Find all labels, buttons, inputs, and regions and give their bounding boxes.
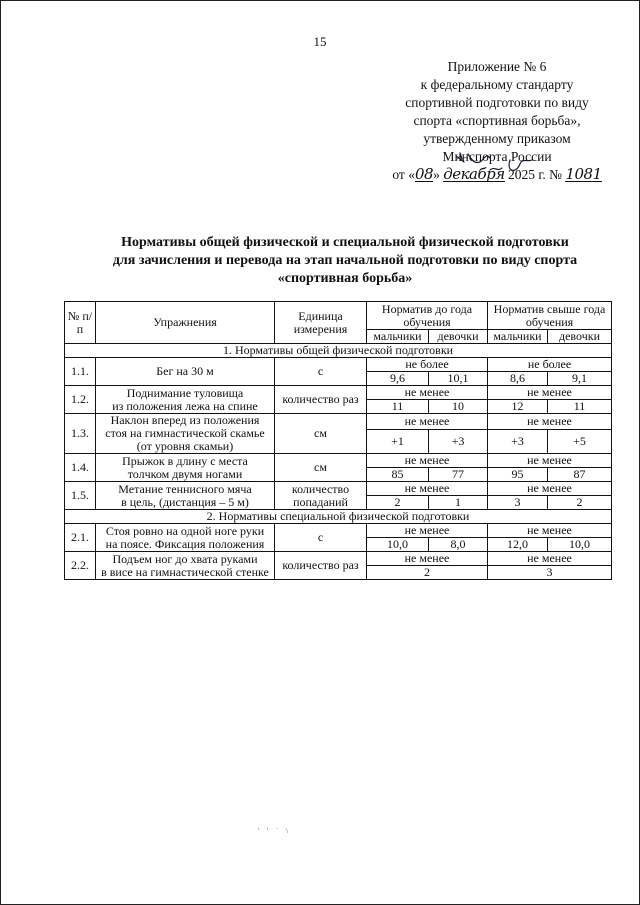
exercise-name <box>96 414 275 454</box>
date-day: 08 <box>414 165 434 183</box>
section-title: 1. Нормативы общей физической подготовки <box>65 344 612 358</box>
cell-line: Метание теннисного мяча <box>118 481 252 496</box>
signature-scribble <box>450 150 540 184</box>
unit <box>275 524 367 552</box>
condition-over-year: не менее <box>488 386 612 400</box>
header-boys: мальчики <box>367 330 429 344</box>
row-number: 1.1. <box>65 358 96 386</box>
cell-line: толчком двумя ногами <box>127 466 243 481</box>
condition-over-year: не менее <box>488 482 612 496</box>
unit <box>275 482 367 510</box>
condition-under-year: не менее <box>367 386 488 400</box>
table-row <box>65 454 612 468</box>
table-body <box>65 344 612 580</box>
value-boys-over-year: 3 <box>488 496 548 510</box>
cell-line: в цель, (дистанция – 5 м) <box>121 494 249 509</box>
condition-under-year: не менее <box>367 524 488 538</box>
value-girls-under-year: 10 <box>429 400 488 414</box>
exercise-name <box>96 358 275 386</box>
value-boys-over-year: +3 <box>488 429 548 453</box>
value-boys-over-year: 12,0 <box>488 538 548 552</box>
norms-table <box>64 301 612 580</box>
table-row <box>65 552 612 566</box>
value-girls-under-year: 8,0 <box>429 538 488 552</box>
section-row <box>65 344 612 358</box>
header-girls: девочки <box>548 330 612 344</box>
cell-line: количество <box>291 481 350 496</box>
value-girls-under-year: 1 <box>429 496 488 510</box>
value-girls-over-year: 10,0 <box>548 538 612 552</box>
condition-under-year: не менее <box>367 552 488 566</box>
date-month: декабря <box>443 165 505 183</box>
exercise-name <box>96 524 275 552</box>
condition-over-year: не более <box>488 358 612 372</box>
cell-line: в висе на гимнастической стенке <box>101 564 269 579</box>
header-boys: мальчики <box>488 330 548 344</box>
row-number: 2.1. <box>65 524 96 552</box>
condition-under-year: не более <box>367 358 488 372</box>
condition-under-year: не менее <box>367 454 488 468</box>
condition-under-year: не менее <box>367 482 488 496</box>
value-boys-under-year: +1 <box>367 429 429 453</box>
cell-line: количество раз <box>282 392 359 406</box>
value-girls-under-year: 77 <box>429 468 488 482</box>
exercise-name <box>96 482 275 510</box>
value-boys-under-year: 9,6 <box>367 372 429 386</box>
value-girls-under-year: 10,1 <box>429 372 488 386</box>
row-number: 1.2. <box>65 386 96 414</box>
page-number: 15 <box>313 34 327 49</box>
unit <box>275 358 367 386</box>
table-row <box>65 358 612 372</box>
cell-line: Прыжок в длину с места <box>122 453 248 468</box>
exercise-name <box>96 454 275 482</box>
table-row <box>65 414 612 430</box>
unit <box>275 552 367 580</box>
condition-under-year: не менее <box>367 414 488 430</box>
value-boys-under-year: 85 <box>367 468 429 482</box>
cell-line: см <box>314 460 327 474</box>
value-girls-over-year: 11 <box>548 400 612 414</box>
condition-over-year: не менее <box>488 552 612 566</box>
cell-line: (от уровня скамьи) <box>136 439 234 453</box>
cell-line: с <box>317 530 324 544</box>
row-number: 2.2. <box>65 552 96 580</box>
order-date-line: от «08» декабря 2025 г. № 1081 <box>392 165 602 183</box>
unit <box>275 414 367 454</box>
header-exercise: Упражнения <box>96 302 275 344</box>
document-title <box>60 234 630 288</box>
value-boys-under-year: 10,0 <box>367 538 429 552</box>
value-girls-over-year: 87 <box>548 468 612 482</box>
value-boys-over-year: 12 <box>488 400 548 414</box>
value-under-year: 2 <box>367 566 488 580</box>
row-number: 1.4. <box>65 454 96 482</box>
table-row <box>65 386 612 400</box>
section-row <box>65 510 612 524</box>
cell-line: количество раз <box>282 558 359 572</box>
header-group-under-year: Норматив до года обучения <box>367 302 488 330</box>
title-line: «спортивная борьба» <box>277 271 413 286</box>
value-girls-over-year: 9,1 <box>548 372 612 386</box>
stray-marks: ' ' ` \ <box>258 827 292 835</box>
value-girls-over-year: 2 <box>548 496 612 510</box>
table-row <box>65 524 612 538</box>
condition-over-year: не менее <box>488 414 612 430</box>
header-girls: девочки <box>429 330 488 344</box>
appendix-line: Приложение № 6 <box>447 59 547 74</box>
order-number: 1081 <box>565 165 602 183</box>
cell-line: Подъем ног до хвата руками <box>112 551 258 566</box>
row-number: 1.5. <box>65 482 96 510</box>
cell-line: Стоя ровно на одной ноге руки <box>105 523 265 538</box>
cell-line: Поднимание туловища <box>126 385 244 400</box>
unit <box>275 386 367 414</box>
header-num: № п/п <box>65 302 96 344</box>
header-group-over-year: Норматив свыше года обучения <box>488 302 612 330</box>
appendix-line: Минспорта России <box>442 149 552 164</box>
cell-line: Бег на 30 м <box>156 364 214 378</box>
section-title: 2. Нормативы специальной физической подготовки <box>65 510 612 524</box>
unit <box>275 454 367 482</box>
value-boys-under-year: 2 <box>367 496 429 510</box>
value-girls-over-year: +5 <box>548 429 612 453</box>
value-boys-under-year: 11 <box>367 400 429 414</box>
title-line: для зачисления и перевода на этап начальной подготовки по виду спорта <box>112 253 578 268</box>
appendix-line: утвержденному приказом <box>423 131 571 146</box>
exercise-name <box>96 552 275 580</box>
cell-line: из положения лежа на спине <box>112 398 258 413</box>
header-unit: Единица измерения <box>275 302 367 344</box>
value-boys-over-year: 95 <box>488 468 548 482</box>
title-line: Нормативы общей физической и специальной физической подготовки <box>121 235 569 250</box>
row-number: 1.3. <box>65 414 96 454</box>
table-row <box>65 482 612 496</box>
appendix-line: спортивной подготовки по виду <box>405 95 589 110</box>
cell-line: см <box>314 426 327 440</box>
condition-over-year: не менее <box>488 524 612 538</box>
cell-line: стоя на гимнастической скамье <box>105 426 265 440</box>
value-girls-under-year: +3 <box>429 429 488 453</box>
exercise-name <box>96 386 275 414</box>
cell-line: на поясе. Фиксация положения <box>105 536 265 551</box>
cell-line: Наклон вперед из положения <box>110 413 260 427</box>
appendix-line: спорта «спортивная борьба», <box>413 113 581 128</box>
value-over-year: 3 <box>488 566 612 580</box>
cell-line: попаданий <box>293 494 348 509</box>
value-boys-over-year: 8,6 <box>488 372 548 386</box>
appendix-line: к федеральному стандарту <box>420 77 574 92</box>
cell-line: с <box>317 364 324 378</box>
condition-over-year: не менее <box>488 454 612 468</box>
